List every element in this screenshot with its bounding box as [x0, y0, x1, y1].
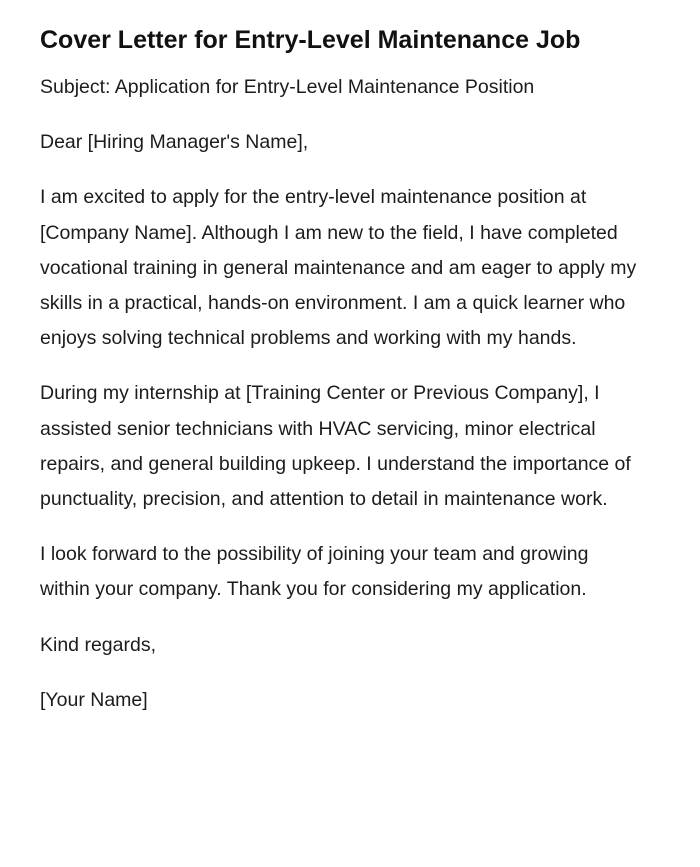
subject-line: Subject: Application for Entry-Level Maintenance Position: [40, 76, 535, 98]
page-title: Cover Letter for Entry-Level Maintenance Job: [40, 26, 581, 54]
body-paragraph-closing: I look forward to the possibility of joining your team and growing within your company. Thank you for considering my application.: [40, 543, 589, 601]
closing-line: Kind regards,: [40, 633, 156, 656]
signature: [Your Name]: [40, 688, 148, 711]
body-paragraph-experience: During my internship at [Training Center or Previous Company], I assisted senior technicians with HVAC servicing, minor electrical repairs, and general building upkeep. I understand the importance of punctuality, precision, and attention to detail in maintenance work.: [40, 382, 631, 511]
body-paragraph-intro: I am excited to apply for the entry-level maintenance position at [Company Name]. Although I am new to the field, I have completed vocational training in general maintenance and am eager to apply my skills in a practical, hands-on environment. I am a quick learner who enjoys solving technical problems and working with my hands.: [40, 186, 637, 350]
salutation: Dear [Hiring Manager's Name],: [40, 131, 309, 154]
